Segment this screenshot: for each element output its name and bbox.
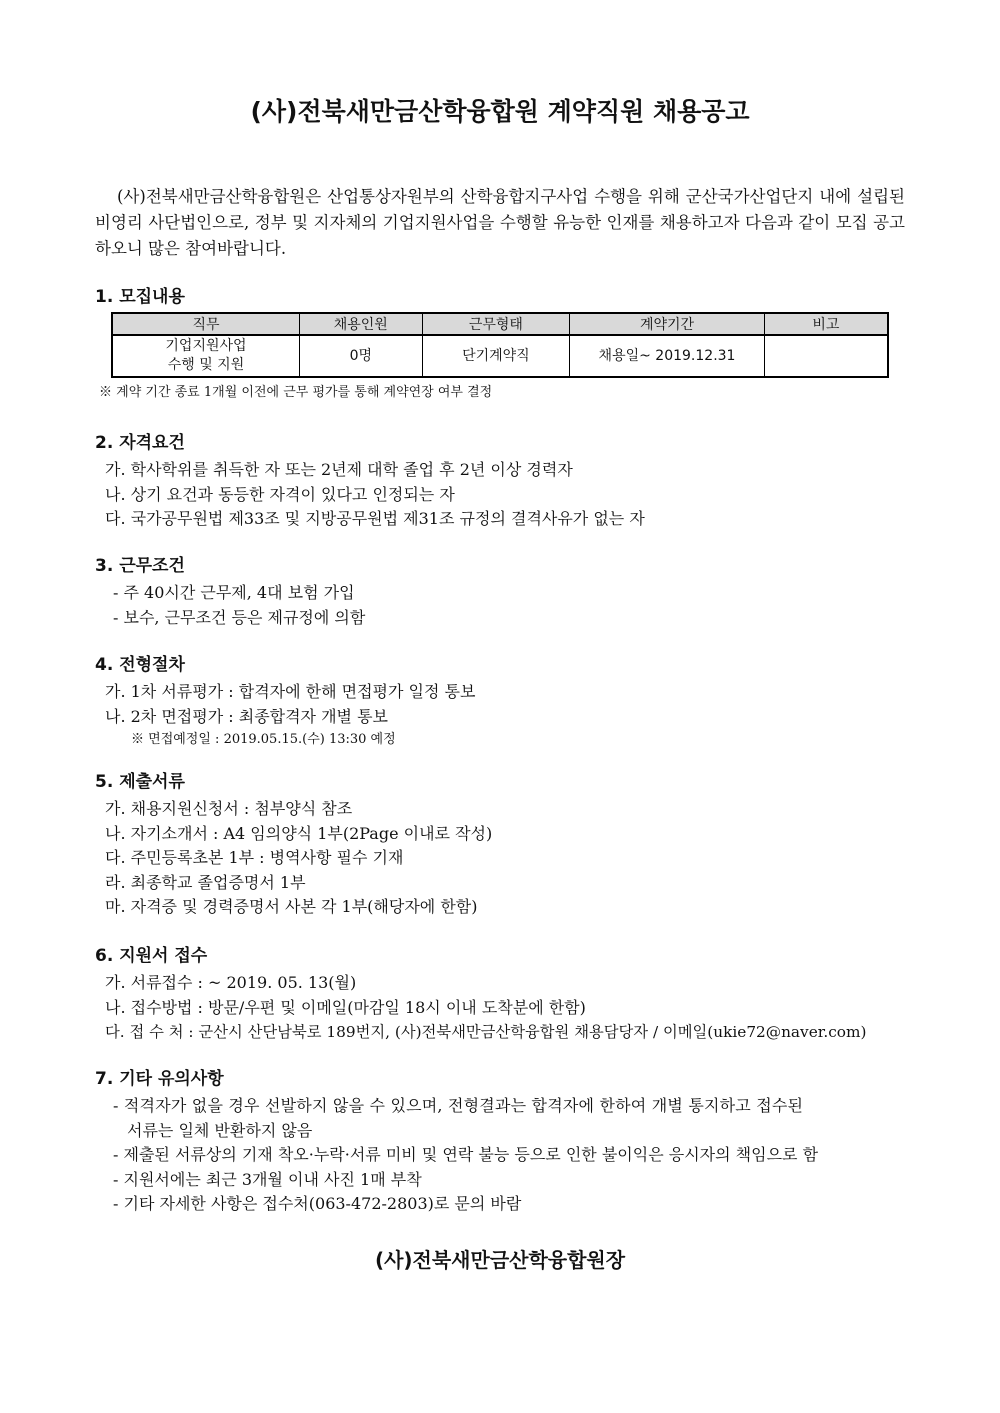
section-title: 5. 제출서류 [95,772,185,792]
list-item: 가. 채용지원신청서 : 첨부양식 참조 [105,799,353,818]
table-header-row [112,313,888,335]
section-recruitment [95,284,915,403]
list-item: 다. 접 수 처 : 군산시 산단남북로 189번지, (사)전북새만금산학융합원 채용담당자 / 이메일(ukie72@naver.com) [105,1023,867,1041]
section-title: 7. 기타 유의사항 [95,1069,224,1089]
interview-note: ※ 면접예정일 : 2019.05.15.(수) 13:30 예정 [131,732,396,747]
section-notes [95,1066,915,1217]
list-item: 가. 서류접수 : ~ 2019. 05. 13(월) [105,973,357,992]
header-count: 채용인원 [299,313,422,335]
header-period: 계약기간 [570,313,765,335]
section-title: 6. 지원서 접수 [95,946,208,966]
header-job: 직무 [112,313,299,335]
list-item: 나. 자기소개서 : A4 임의양식 1부(2Page 이내로 작성) [105,823,493,843]
list-item: 나. 접수방법 : 방문/우편 및 이메일(마감일 18시 이내 도착분에 한함) [105,997,586,1017]
section-title: 1. 모집내용 [95,287,185,307]
list-item-continuation: 서류는 일체 반환하지 않음 [127,1120,313,1140]
section-conditions [95,553,915,630]
section-documents [95,769,915,920]
section-qualifications [95,430,915,532]
list-item: - 기타 자세한 사항은 접수처(063-472-2803)로 문의 바람 [113,1194,522,1213]
cell-count: 0명 [299,335,422,377]
list-item: 마. 자격증 및 경력증명서 사본 각 1부(해당자에 한함) [105,897,478,916]
list-item: 나. 2차 면접평가 : 최종합격자 개별 통보 [105,706,389,726]
cell-type: 단기계약직 [422,335,570,377]
header-type: 근무형태 [422,313,570,335]
list-item: - 지원서에는 최근 3개월 이내 사진 1매 부착 [113,1169,422,1189]
list-item: 다. 국가공무원법 제33조 및 지방공무원법 제31조 규정의 결격사유가 없는 자 [105,509,645,528]
section-procedure [95,652,915,751]
list-item: - 보수, 근무조건 등은 제규정에 의함 [113,607,366,627]
issuer-signature: (사)전북새만금산학융합원장 [374,1248,626,1272]
list-item: 가. 학사학위를 취득한 자 또는 2년제 대학 졸업 후 2년 이상 경력자 [105,460,573,479]
list-item: 나. 상기 요건과 동등한 자격이 있다고 인정되는 자 [105,484,455,504]
list-item: 라. 최종학교 졸업증명서 1부 [105,872,306,892]
contract-note: ※ 계약 기간 종료 1개월 이전에 근무 평가를 통해 계약연장 여부 결정 [99,385,493,400]
recruitment-table [111,312,889,378]
cell-job [112,335,299,377]
job-line-1: 기업지원사업 [165,338,247,354]
job-line-2: 수행 및 지원 [167,357,245,373]
list-item: - 제출된 서류상의 기재 착오·누락·서류 미비 및 연락 불능 등으로 인한 불이익은 응시자의 책임으로 함 [113,1145,819,1164]
list-item: 다. 주민등록초본 1부 : 병역사항 필수 기재 [105,848,404,867]
document-title: (사)전북새만금산학융합원 계약직원 채용공고 [250,97,750,126]
section-title: 2. 자격요건 [95,433,185,453]
section-title: 3. 근무조건 [95,556,185,576]
cell-remark [764,335,888,377]
intro-paragraph [95,184,905,262]
intro-text: (사)전북새만금산학융합원은 산업통상자원부의 산학융합지구사업 수행을 위해 군산국가산업단지 내에 설립된 비영리 사단법인으로, 정부 및 지자체의 기업지원사업을 수행할 유능한 인재를 채용하고자 다음과 같이 모집 공고하오니 많은 참여바랍니다. [95,187,905,258]
header-remark: 비고 [764,313,888,335]
list-item: 가. 1차 서류평가 : 합격자에 한해 면접평가 일정 통보 [105,682,476,701]
list-item: - 주 40시간 근무제, 4대 보험 가입 [113,583,355,602]
cell-period: 채용일~ 2019.12.31 [570,335,765,377]
table-row [112,335,888,377]
section-title: 4. 전형절차 [95,655,185,675]
list-item: - 적격자가 없을 경우 선발하지 않을 수 있으며, 전형결과는 합격자에 한하여 개별 통지하고 접수된 [113,1096,804,1115]
section-application [95,943,915,1045]
